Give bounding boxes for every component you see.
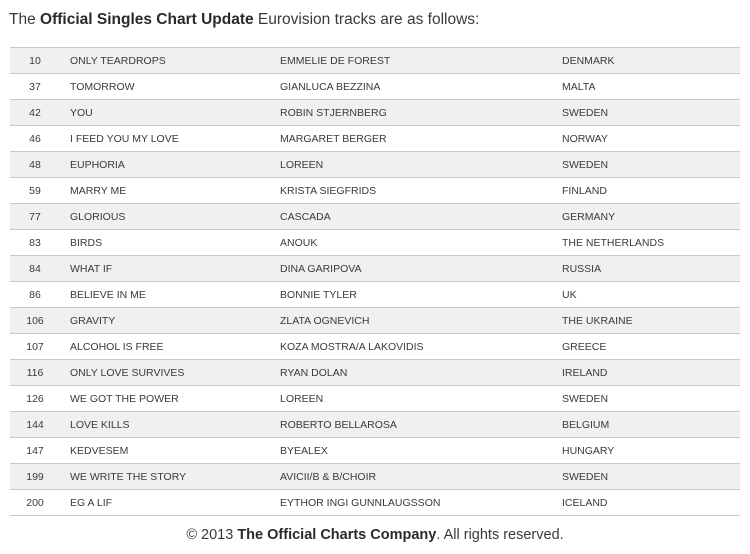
chart-position: 77	[10, 204, 60, 230]
track-country: GREECE	[562, 334, 740, 360]
track-artist: AVICII/B & B/CHOIR	[280, 464, 562, 490]
track-country: GERMANY	[562, 204, 740, 230]
chart-position: 48	[10, 152, 60, 178]
chart-position: 147	[10, 438, 60, 464]
track-title: BELIEVE IN ME	[60, 282, 280, 308]
track-country: BELGIUM	[562, 412, 740, 438]
track-artist: MARGARET BERGER	[280, 126, 562, 152]
footer-emphasis: The Official Charts Company	[237, 527, 437, 543]
track-country: IRELAND	[562, 360, 740, 386]
track-artist: BONNIE TYLER	[280, 282, 562, 308]
track-country: MALTA	[562, 74, 740, 100]
table-row	[10, 178, 740, 204]
track-title: KEDVESEM	[60, 438, 280, 464]
track-country: THE UKRAINE	[562, 308, 740, 334]
table-row	[10, 74, 740, 100]
track-artist: ZLATA OGNEVICH	[280, 308, 562, 334]
track-country: HUNGARY	[562, 438, 740, 464]
table-row	[10, 230, 740, 256]
table-row	[10, 256, 740, 282]
track-artist: KRISTA SIEGFRIDS	[280, 178, 562, 204]
table-row	[10, 48, 740, 74]
track-artist: LOREEN	[280, 152, 562, 178]
chart-position: 200	[10, 490, 60, 516]
track-artist: KOZA MOSTRA/A LAKOVIDIS	[280, 334, 562, 360]
track-artist: RYAN DOLAN	[280, 360, 562, 386]
track-artist: LOREEN	[280, 386, 562, 412]
track-artist: EMMELIE DE FOREST	[280, 48, 562, 74]
track-title: BIRDS	[60, 230, 280, 256]
track-title: ALCOHOL IS FREE	[60, 334, 280, 360]
track-artist: BYEALEX	[280, 438, 562, 464]
intro-emphasis: Official Singles Chart Update	[40, 11, 254, 28]
footer-suffix: . All rights reserved.	[436, 527, 564, 543]
chart-position: 199	[10, 464, 60, 490]
track-title: MARRY ME	[60, 178, 280, 204]
chart-position: 83	[10, 230, 60, 256]
chart-body	[10, 48, 740, 516]
track-artist: ROBIN STJERNBERG	[280, 100, 562, 126]
track-country: NORWAY	[562, 126, 740, 152]
chart-position: 126	[10, 386, 60, 412]
track-title: I FEED YOU MY LOVE	[60, 126, 280, 152]
chart-position: 86	[10, 282, 60, 308]
table-row	[10, 360, 740, 386]
track-title: GRAVITY	[60, 308, 280, 334]
track-title: LOVE KILLS	[60, 412, 280, 438]
intro-suffix: Eurovision tracks are as follows:	[253, 11, 480, 28]
track-artist: CASCADA	[280, 204, 562, 230]
intro-prefix: The	[9, 11, 41, 28]
track-artist: DINA GARIPOVA	[280, 256, 562, 282]
track-artist: ROBERTO BELLAROSA	[280, 412, 562, 438]
table-row	[10, 334, 740, 360]
track-country: SWEDEN	[562, 152, 740, 178]
chart-position: 84	[10, 256, 60, 282]
track-artist: EYTHOR INGI GUNNLAUGSSON	[280, 490, 562, 516]
chart-position: 59	[10, 178, 60, 204]
track-title: WE WRITE THE STORY	[60, 464, 280, 490]
track-title: YOU	[60, 100, 280, 126]
footer-prefix: © 2013	[186, 527, 238, 543]
table-row	[10, 490, 740, 516]
track-country: DENMARK	[562, 48, 740, 74]
table-row	[10, 386, 740, 412]
track-title: EG A LIF	[60, 490, 280, 516]
track-country: FINLAND	[562, 178, 740, 204]
intro-heading	[9, 11, 479, 29]
chart-position: 144	[10, 412, 60, 438]
table-row	[10, 412, 740, 438]
track-title: WHAT IF	[60, 256, 280, 282]
chart-position: 42	[10, 100, 60, 126]
track-title: ONLY LOVE SURVIVES	[60, 360, 280, 386]
eurovision-chart-table	[10, 47, 740, 516]
track-title: WE GOT THE POWER	[60, 386, 280, 412]
track-artist: GIANLUCA BEZZINA	[280, 74, 562, 100]
chart-position: 107	[10, 334, 60, 360]
track-title: EUPHORIA	[60, 152, 280, 178]
chart-position: 37	[10, 74, 60, 100]
track-artist: ANOUK	[280, 230, 562, 256]
copyright-footer	[0, 527, 750, 543]
table-row	[10, 126, 740, 152]
track-title: GLORIOUS	[60, 204, 280, 230]
track-country: SWEDEN	[562, 464, 740, 490]
track-country: ICELAND	[562, 490, 740, 516]
track-country: THE NETHERLANDS	[562, 230, 740, 256]
chart-position: 46	[10, 126, 60, 152]
chart-position: 10	[10, 48, 60, 74]
table-row	[10, 282, 740, 308]
chart-position: 116	[10, 360, 60, 386]
track-title: TOMORROW	[60, 74, 280, 100]
table-row	[10, 308, 740, 334]
table-row	[10, 438, 740, 464]
table-row	[10, 204, 740, 230]
track-country: SWEDEN	[562, 386, 740, 412]
track-country: SWEDEN	[562, 100, 740, 126]
chart-position: 106	[10, 308, 60, 334]
track-country: UK	[562, 282, 740, 308]
track-country: RUSSIA	[562, 256, 740, 282]
table-row	[10, 152, 740, 178]
table-row	[10, 100, 740, 126]
table-row	[10, 464, 740, 490]
track-title: ONLY TEARDROPS	[60, 48, 280, 74]
